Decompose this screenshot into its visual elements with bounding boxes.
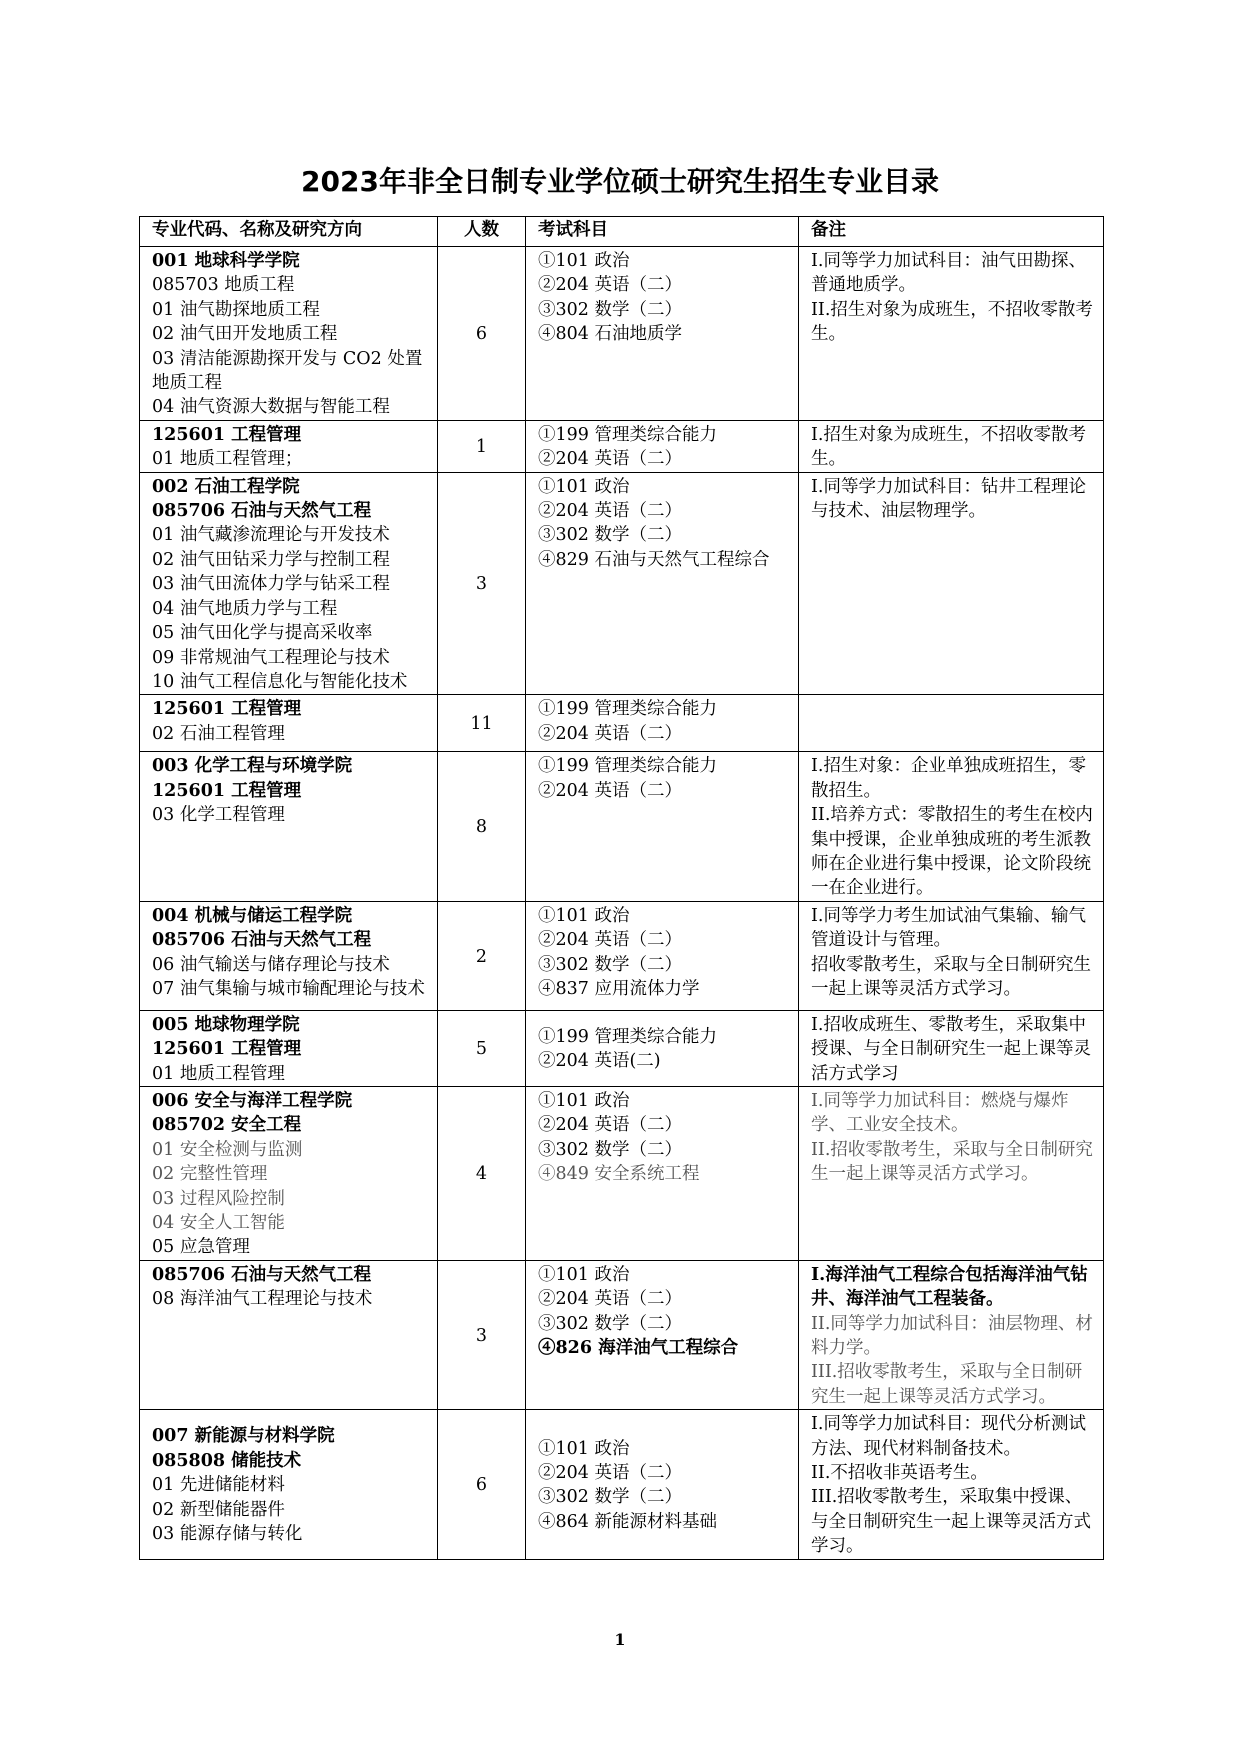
table-row xyxy=(140,472,1104,695)
notes-cell xyxy=(799,901,1104,1010)
subject-line: ②204 英语（二） xyxy=(538,1463,682,1484)
major-line: 085706 石油与天然气工程 xyxy=(152,1264,372,1285)
note-line: II.培养方式：零散招生的考生在校内集中授课，企业单独成班的考生派教师在企业进行集中授课，论文阶段统一在企业进行。 xyxy=(811,805,1093,899)
subjects-cell xyxy=(526,1086,799,1260)
note-line: I.招生对象为成班生，不招收零散考生。 xyxy=(811,424,1086,470)
major-cell xyxy=(140,1010,438,1086)
major-cell xyxy=(140,752,438,901)
major-line: 03 能源存储与转化 xyxy=(152,1524,303,1545)
subject-line: ③302 数学（二） xyxy=(538,1487,682,1508)
major-cell xyxy=(140,1260,438,1409)
count-cell: 6 xyxy=(438,1410,526,1559)
subject-line: ①101 政治 xyxy=(538,905,630,926)
subjects-cell xyxy=(526,695,799,752)
table-row xyxy=(140,1410,1104,1559)
table-row xyxy=(140,1260,1104,1409)
subject-line: ④849 安全系统工程 xyxy=(538,1164,700,1185)
major-line: 01 油气勘探地质工程 xyxy=(152,299,320,320)
major-line: 03 油气田流体力学与钻采工程 xyxy=(152,574,390,595)
major-line: 02 完整性管理 xyxy=(152,1164,268,1185)
subject-line: ③302 数学（二） xyxy=(538,299,682,320)
subject-line: ②204 英语（二） xyxy=(538,723,682,744)
table-row xyxy=(140,1086,1104,1260)
major-cell xyxy=(140,472,438,695)
subjects-cell xyxy=(526,752,799,901)
table-body xyxy=(140,247,1104,1560)
subject-line: ①101 政治 xyxy=(538,1090,630,1111)
subjects-cell xyxy=(526,472,799,695)
count-cell: 5 xyxy=(438,1010,526,1086)
major-line: 03 过程风险控制 xyxy=(152,1188,285,1209)
count-cell: 8 xyxy=(438,752,526,901)
count-cell: 3 xyxy=(438,472,526,695)
notes-cell xyxy=(799,752,1104,901)
page-number: 1 xyxy=(614,1630,626,1649)
subject-line: ②204 英语（二） xyxy=(538,1115,682,1136)
major-line: 01 先进储能材料 xyxy=(152,1475,285,1496)
major-line: 002 石油工程学院 xyxy=(152,476,300,497)
note-line: I.同等学力考生加试油气集输、输气管道设计与管理。 xyxy=(811,905,1086,951)
major-line: 07 油气集输与城市输配理论与技术 xyxy=(152,978,425,999)
major-line: 125601 工程管理 xyxy=(152,424,302,445)
major-line: 01 地质工程管理 xyxy=(152,1063,285,1084)
major-line: 01 地质工程管理； xyxy=(152,449,303,470)
major-line: 05 应急管理 xyxy=(152,1237,250,1258)
major-line: 001 地球科学学院 xyxy=(152,251,300,271)
subjects-cell xyxy=(526,247,799,421)
count-cell: 6 xyxy=(438,247,526,421)
major-line: 007 新能源与材料学院 xyxy=(152,1426,335,1447)
count-cell: 2 xyxy=(438,901,526,1010)
subject-line: ①199 管理类综合能力 xyxy=(538,424,717,445)
subject-line: ②204 英语（二） xyxy=(538,449,682,470)
page-title: 2023年非全日制专业学位硕士研究生招生专业目录 xyxy=(301,165,939,198)
subject-line: ①101 政治 xyxy=(538,1264,630,1285)
subjects-cell xyxy=(526,1260,799,1409)
subject-line: ④826 海洋油气工程综合 xyxy=(538,1338,739,1359)
subject-line: ②204 英语（二） xyxy=(538,780,682,801)
major-cell xyxy=(140,1086,438,1260)
note-line: I.海洋油气工程综合包括海洋油气钻井、海洋油气工程装备。 xyxy=(811,1264,1088,1310)
major-line: 085706 石油与天然气工程 xyxy=(152,930,372,951)
major-line: 03 清洁能源勘探开发与 CO2 处置地质工程 xyxy=(152,348,423,394)
table-row xyxy=(140,752,1104,901)
subjects-cell xyxy=(526,901,799,1010)
subject-line: ④829 石油与天然气工程综合 xyxy=(538,549,770,570)
count-cell: 11 xyxy=(438,695,526,752)
major-line: 085703 地质工程 xyxy=(152,275,295,296)
notes-cell xyxy=(799,472,1104,695)
subject-line: ③302 数学（二） xyxy=(538,525,682,546)
subject-line: ①101 政治 xyxy=(538,1438,630,1459)
subject-line: ③302 数学（二） xyxy=(538,954,682,975)
subject-line: ②204 英语（二） xyxy=(538,930,682,951)
notes-cell xyxy=(799,1260,1104,1409)
count-cell: 4 xyxy=(438,1086,526,1260)
major-line: 08 海洋油气工程理论与技术 xyxy=(152,1289,373,1310)
major-line: 04 油气资源大数据与智能工程 xyxy=(152,397,390,418)
subject-line: ②204 英语（二） xyxy=(538,275,682,296)
notes-cell xyxy=(799,247,1104,421)
major-line: 10 油气工程信息化与智能化技术 xyxy=(152,671,408,692)
major-line: 125601 工程管理 xyxy=(152,699,302,720)
note-line: III.招收零散考生，采取集中授课、与全日制研究生一起上课等灵活方式学习。 xyxy=(811,1487,1091,1557)
major-line: 01 油气藏渗流理论与开发技术 xyxy=(152,525,390,546)
header-subjects: 考试科目 xyxy=(526,217,799,247)
notes-cell xyxy=(799,420,1104,472)
major-line: 01 安全检测与监测 xyxy=(152,1139,303,1160)
subject-line: ④864 新能源材料基础 xyxy=(538,1511,717,1532)
subjects-cell xyxy=(526,1410,799,1559)
major-line: 03 化学工程管理 xyxy=(152,805,285,826)
major-line: 085706 石油与天然气工程 xyxy=(152,501,372,522)
subject-line: ①101 政治 xyxy=(538,251,630,271)
major-line: 006 安全与海洋工程学院 xyxy=(152,1090,353,1111)
subject-line: ①199 管理类综合能力 xyxy=(538,699,717,720)
major-line: 04 油气地质力学与工程 xyxy=(152,598,338,619)
notes-cell xyxy=(799,1010,1104,1086)
subject-line: ②204 英语（二） xyxy=(538,1289,682,1310)
subjects-cell xyxy=(526,420,799,472)
major-cell xyxy=(140,695,438,752)
major-cell xyxy=(140,901,438,1010)
note-line: II.招收零散考生，采取与全日制研究生一起上课等灵活方式学习。 xyxy=(811,1139,1093,1185)
note-line: 招收零散考生，采取与全日制研究生一起上课等灵活方式学习。 xyxy=(811,954,1091,999)
note-line: I.同等学力加试科目：燃烧与爆炸学、工业安全技术。 xyxy=(811,1090,1069,1136)
note-line: I.同等学力加试科目：油气田勘探、普通地质学。 xyxy=(811,251,1086,296)
note-line: II.招生对象为成班生，不招收零散考生。 xyxy=(811,299,1093,345)
major-line: 04 安全人工智能 xyxy=(152,1213,285,1233)
notes-cell xyxy=(799,695,1104,752)
subject-line: ④837 应用流体力学 xyxy=(538,978,700,999)
note-line: II.同等学力加试科目：油层物理、材料力学。 xyxy=(811,1313,1093,1359)
note-line: III.招收零散考生，采取与全日制研究生一起上课等灵活方式学习。 xyxy=(811,1362,1083,1407)
table-row xyxy=(140,247,1104,421)
major-line: 09 非常规油气工程理论与技术 xyxy=(152,647,390,668)
table-row xyxy=(140,420,1104,472)
major-cell xyxy=(140,1410,438,1559)
count-cell: 1 xyxy=(438,420,526,472)
subject-line: ②204 英语（二） xyxy=(538,501,682,522)
notes-cell xyxy=(799,1086,1104,1260)
subject-line: ①101 政治 xyxy=(538,476,630,497)
subject-line: ②204 英语(二) xyxy=(538,1051,661,1072)
major-line: 02 油气田钻采力学与控制工程 xyxy=(152,549,390,570)
header-major: 专业代码、名称及研究方向 xyxy=(140,217,438,247)
notes-cell xyxy=(799,1410,1104,1559)
major-line: 02 油气田开发地质工程 xyxy=(152,324,338,345)
table-header-row xyxy=(140,217,1104,247)
subject-line: ④804 石油地质学 xyxy=(538,324,682,345)
major-line: 085702 安全工程 xyxy=(152,1115,302,1136)
count-cell: 3 xyxy=(438,1260,526,1409)
major-line: 125601 工程管理 xyxy=(152,1039,302,1060)
note-line: I.同等学力加试科目：现代分析测试方法、现代材料制备技术。 xyxy=(811,1414,1086,1459)
major-line: 05 油气田化学与提高采收率 xyxy=(152,623,373,644)
major-cell xyxy=(140,420,438,472)
major-line: 02 新型储能器件 xyxy=(152,1499,285,1520)
catalog-table xyxy=(139,216,1104,1560)
major-line: 003 化学工程与环境学院 xyxy=(152,756,353,777)
major-line: 005 地球物理学院 xyxy=(152,1014,300,1035)
subject-line: ①199 管理类综合能力 xyxy=(538,756,717,777)
subject-line: ③302 数学（二） xyxy=(538,1313,682,1334)
major-line: 02 石油工程管理 xyxy=(152,723,285,744)
subject-line: ①199 管理类综合能力 xyxy=(538,1026,717,1047)
major-line: 004 机械与储运工程学院 xyxy=(152,905,353,926)
header-count: 人数 xyxy=(438,217,526,247)
table-row xyxy=(140,901,1104,1010)
major-cell xyxy=(140,247,438,421)
subjects-cell xyxy=(526,1010,799,1086)
note-line: II.不招收非英语考生。 xyxy=(811,1463,988,1484)
note-line: I.招收成班生、零散考生，采取集中授课、与全日制研究生一起上课等灵活方式学习 xyxy=(811,1014,1091,1084)
major-line: 125601 工程管理 xyxy=(152,780,302,801)
subject-line: ③302 数学（二） xyxy=(538,1139,682,1160)
note-line: I.招生对象：企业单独成班招生，零散招生。 xyxy=(811,756,1086,801)
table-row xyxy=(140,695,1104,752)
major-line: 06 油气输送与储存理论与技术 xyxy=(152,954,390,975)
note-line: I.同等学力加试科目：钻井工程理论与技术、油层物理学。 xyxy=(811,476,1086,522)
header-notes: 备注 xyxy=(799,217,1104,247)
major-line: 085808 储能技术 xyxy=(152,1450,302,1471)
table-row xyxy=(140,1010,1104,1086)
